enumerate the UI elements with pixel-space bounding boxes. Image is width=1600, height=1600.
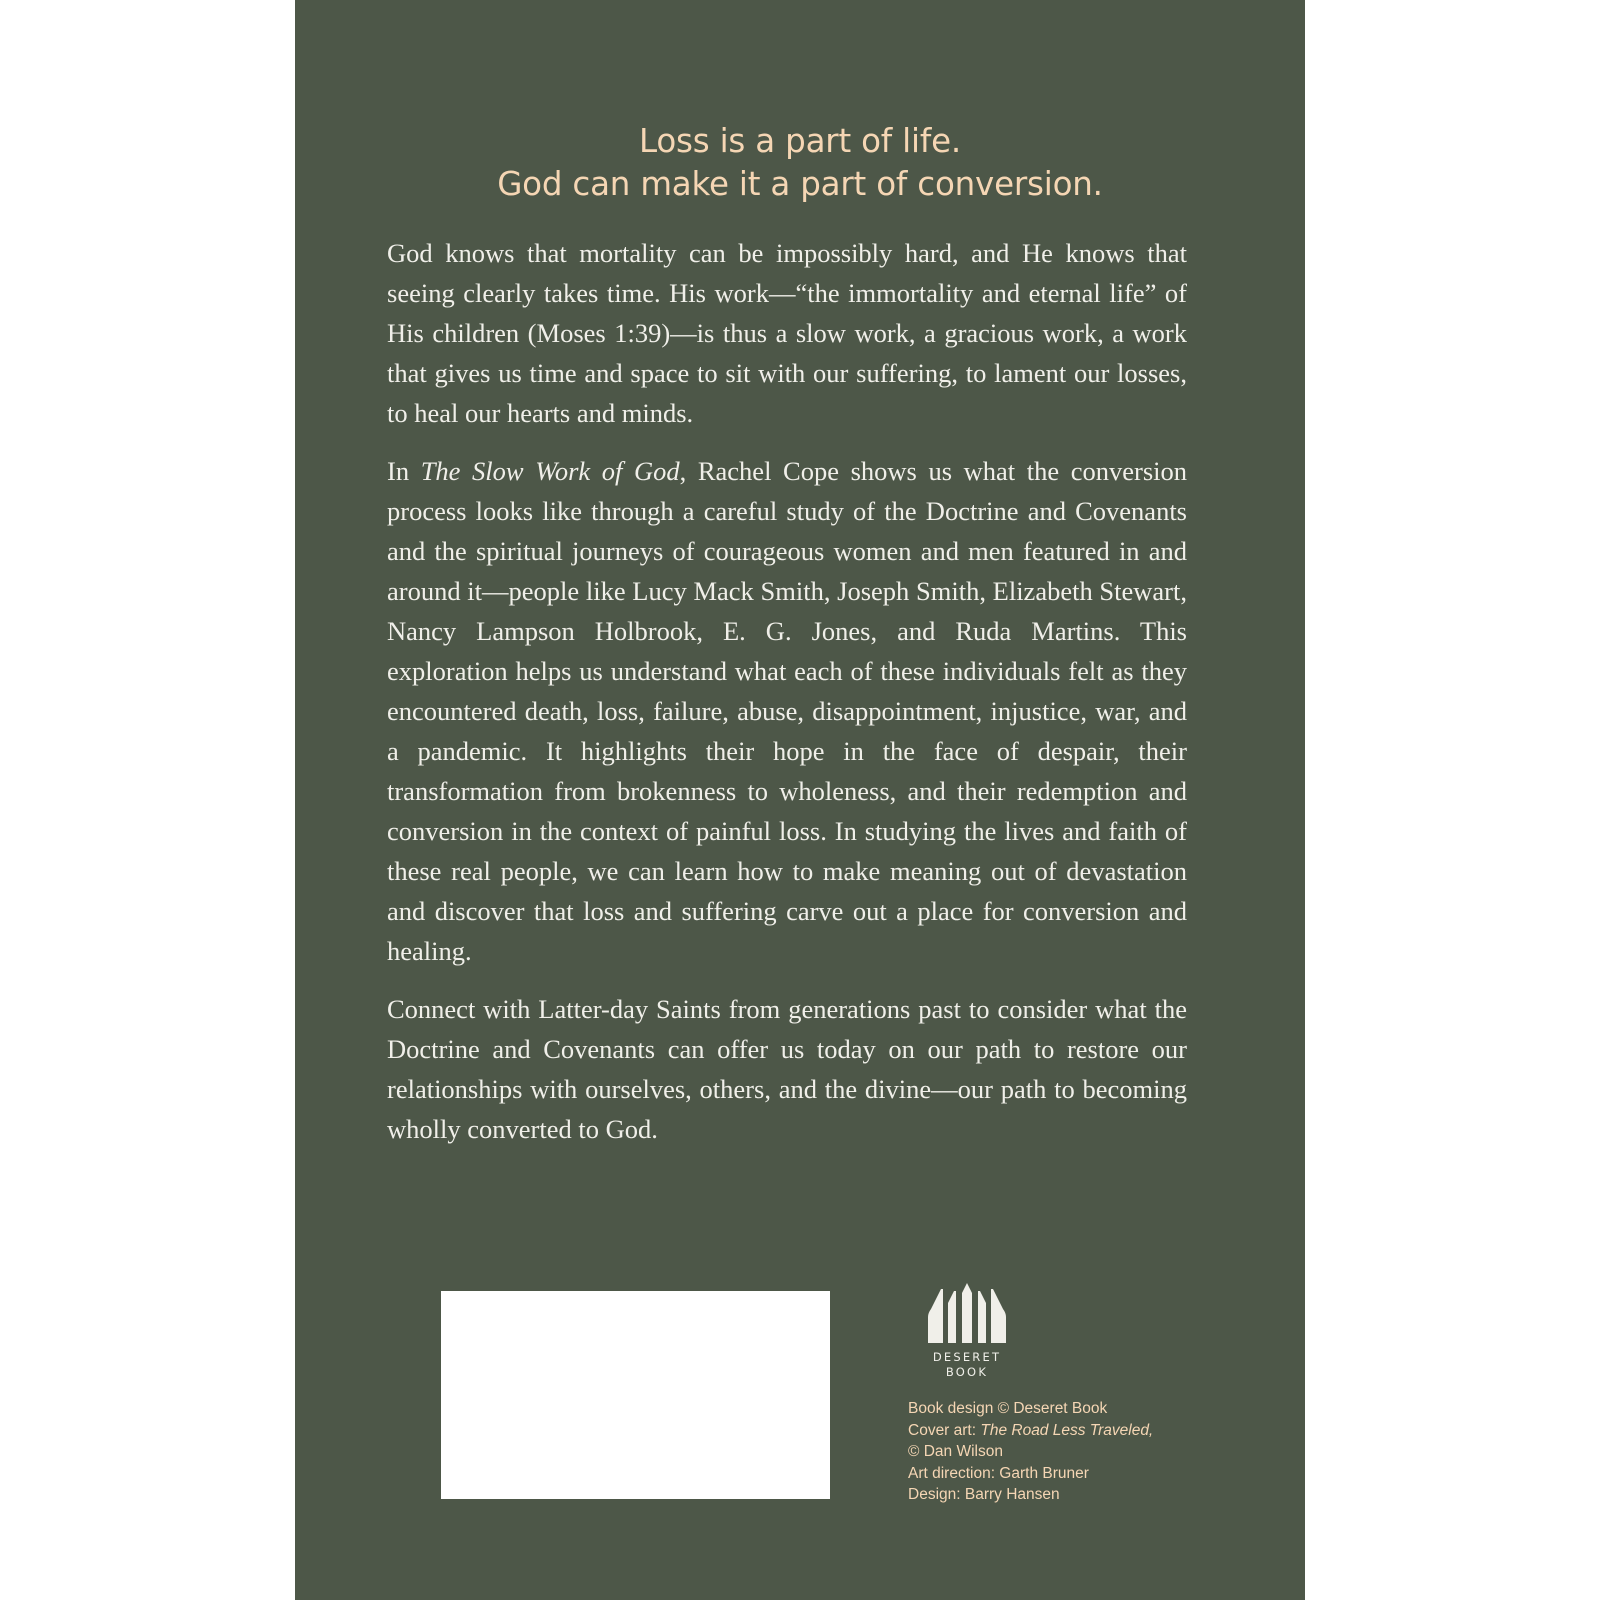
paragraph-2-rest: , Rachel Cope shows us what the conversion process looks like through a careful study of the Doctrine and Covenants and the spiritual journeys of courageous women and men featured in and around it—people like Lucy Mack Smith, Joseph Smith, Elizabeth Stewart, Nancy Lampson Holbrook, E. G. Jones, and Ruda Martins. This exploration helps us understand what each of these individuals felt as they encountered death, loss, failure, abuse, disappointment, injustice, war, and a pandemic. It highlights their hope in the face of despair, their transformation from brokenness to wholeness, and their redemption and conversion in the context of painful loss. In studying the lives and faith of these real people, we can learn how to make meaning out of devastation and discover that loss and suffering carve out a place for conversion and healing.: [387, 456, 1187, 966]
credits-block: [908, 1398, 1238, 1506]
publisher-name: [907, 1350, 1027, 1380]
credit-cover-art-prefix: Cover art:: [908, 1421, 981, 1439]
credit-design: Design: Barry Hansen: [908, 1486, 1060, 1503]
paragraph-2-prefix: In: [387, 456, 421, 486]
credit-cover-art: [908, 1420, 1238, 1442]
publisher-name-line-1: DESERET: [932, 1350, 1002, 1364]
paragraph-3: Connect with Latter-day Saints from generations past to consider what the Doctrine and Covenants can offer us today on our path to restore our relationships with ourselves, others, and the divine—our path to becoming wholly converted to God.: [387, 994, 1187, 1144]
headline: [295, 120, 1305, 206]
credit-cover-art-author: © Dan Wilson: [908, 1443, 1003, 1460]
publisher-name-line-2: BOOK: [945, 1365, 989, 1379]
credit-cover-art-title: The Road Less Traveled,: [980, 1421, 1154, 1439]
credit-art-direction: Art direction: Garth Bruner: [908, 1464, 1089, 1482]
paragraph-1: God knows that mortality can be impossibly hard, and He knows that seeing clearly takes time. His work—“the immortality and eternal life” of His children (Moses 1:39)—is thus a slow work, a gracious work, a work that gives us time and space to sit with our suffering, to lament our losses, to heal our hearts and minds.: [387, 238, 1187, 428]
back-cover-description: [387, 233, 1187, 1149]
back-cover: [295, 0, 1305, 1600]
book-title-italic: The Slow Work of God: [420, 456, 680, 486]
paragraph-2: [387, 451, 1187, 971]
credit-book-design: Book design © Deseret Book: [908, 1400, 1108, 1417]
cover-art-placeholder: [441, 1291, 830, 1499]
deseret-book-mountain-icon: [907, 1283, 1027, 1345]
headline-line-2: God can make it a part of conversion.: [497, 165, 1103, 203]
publisher-logo: [907, 1283, 1027, 1380]
headline-line-1: Loss is a part of life.: [638, 122, 962, 160]
